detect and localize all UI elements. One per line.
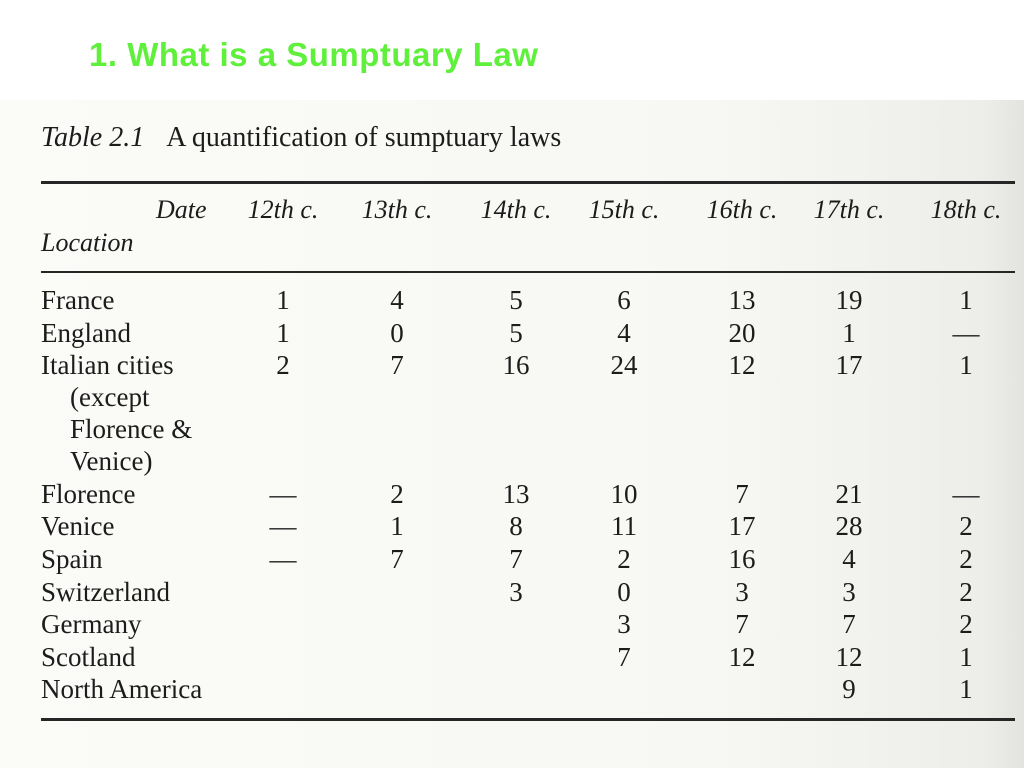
table-cell: — [269, 544, 297, 574]
row-location-line: Spain [41, 544, 103, 574]
table-cell: 1 [959, 350, 973, 381]
table-cell: 7 [735, 478, 749, 509]
table-cell: — [952, 478, 980, 509]
row-location-line: France [41, 285, 115, 315]
table-cell: — [952, 317, 980, 348]
table-cell: 1 [390, 511, 404, 542]
row-location-line: England [41, 317, 131, 348]
row-location [41, 641, 136, 673]
table-cell: 3 [842, 576, 856, 607]
row-location-line: Venice) [70, 446, 153, 477]
table-cell: 2 [959, 609, 973, 640]
table-cell: 7 [842, 609, 856, 640]
table-cell: 2 [617, 544, 631, 574]
table-cell: 4 [390, 285, 404, 315]
table-cell: 1 [959, 674, 973, 705]
table-cell: — [269, 511, 297, 542]
table-cell: 1 [276, 317, 290, 348]
row-location [41, 608, 141, 640]
column-header: 13th c. [361, 195, 433, 224]
table-cell: 2 [390, 478, 404, 509]
table-cell: 19 [835, 285, 863, 315]
slide-title: 1. What is a Sumptuary Law [89, 36, 539, 73]
date-header: Date [156, 195, 207, 224]
table-cell: 12 [835, 641, 863, 672]
table-header-rule [41, 271, 1015, 273]
row-location [41, 510, 114, 542]
row-location-line: Scotland [41, 641, 136, 672]
table-cell: 20 [728, 317, 756, 348]
table-cell: 2 [959, 576, 973, 607]
table-cell: 7 [735, 609, 749, 640]
row-location-line: Florence [41, 478, 136, 509]
table-cell: 10 [610, 478, 638, 509]
table-cell: 7 [509, 544, 523, 574]
row-location [41, 576, 170, 608]
row-location [41, 317, 131, 349]
table-cell: — [269, 478, 297, 509]
column-header: 16th c. [706, 195, 778, 224]
table-cell: 12 [728, 350, 756, 381]
table-cell: 0 [617, 576, 631, 607]
table-cell: 7 [390, 544, 404, 574]
table-caption [41, 122, 561, 154]
table-cell: 0 [390, 317, 404, 348]
table-cell: 7 [617, 641, 631, 672]
table-cell: 2 [959, 511, 973, 542]
table-cell: 8 [509, 511, 523, 542]
row-location-line: (except [70, 382, 150, 413]
table-cell: 1 [959, 285, 973, 315]
table-cell: 3 [509, 576, 523, 607]
table-cell: 24 [610, 350, 638, 381]
table-number: Table 2.1 [41, 122, 145, 153]
location-header: Location [41, 228, 134, 257]
row-location-line: North America [41, 674, 203, 705]
table-cell: 5 [509, 317, 523, 348]
row-location-line: Switzerland [41, 576, 170, 607]
table-cell: 13 [502, 478, 530, 509]
table-cell: 2 [276, 350, 290, 381]
table-cell: 17 [835, 350, 863, 381]
table-cell: 6 [617, 285, 631, 315]
table-cell: 7 [390, 350, 404, 381]
table-bottom-rule [41, 718, 1015, 721]
row-location-line: Venice [41, 511, 115, 542]
row-location-line: Florence & [70, 414, 193, 445]
table-cell: 3 [617, 609, 631, 640]
table-top-rule [41, 181, 1015, 184]
table-cell: 5 [509, 285, 523, 315]
row-location [41, 478, 135, 510]
table-cell: 13 [728, 285, 756, 315]
column-header: 12th c. [247, 195, 319, 224]
column-header: 18th c. [930, 195, 1002, 224]
table-cell: 16 [502, 350, 530, 381]
row-location [41, 673, 202, 705]
row-location [41, 543, 103, 575]
column-header: 14th c. [480, 195, 552, 224]
table-cell: 1 [959, 641, 973, 672]
table-cell: 2 [959, 544, 973, 574]
table-cell: 4 [617, 317, 631, 348]
row-location-line: Italian cities [41, 350, 174, 381]
table-cell: 9 [842, 674, 856, 705]
table-cell: 12 [728, 641, 756, 672]
table-caption-text: A quantification of sumptuary laws [166, 122, 562, 153]
table-cell: 17 [728, 511, 756, 542]
column-header: 17th c. [813, 195, 885, 224]
table-cell: 1 [842, 317, 856, 348]
table-cell: 3 [735, 576, 749, 607]
table-cell: 11 [611, 511, 637, 542]
table-cell: 1 [276, 285, 290, 315]
column-header: 15th c. [588, 195, 660, 224]
table-cell: 16 [728, 544, 756, 574]
row-location [41, 284, 114, 316]
row-location [41, 349, 192, 477]
table-cell: 4 [842, 544, 856, 574]
table-cell: 21 [835, 478, 863, 509]
row-location-line: Germany [41, 609, 142, 640]
table-cell: 28 [835, 511, 863, 542]
